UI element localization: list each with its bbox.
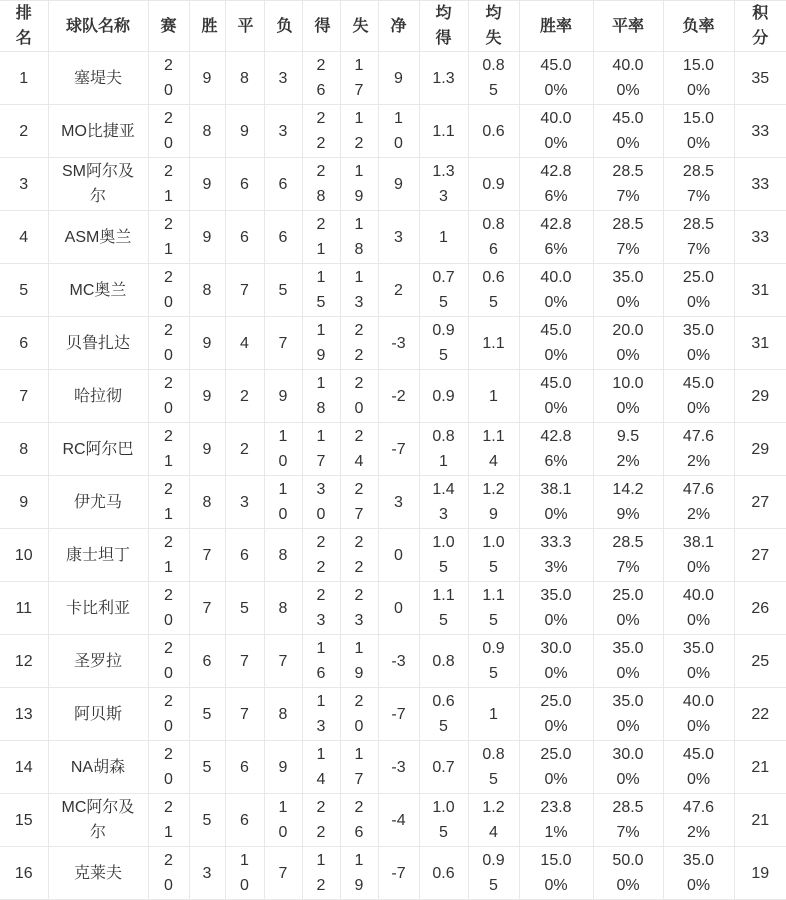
cell-rank: 13 bbox=[0, 688, 48, 741]
cell-won: 9 bbox=[189, 370, 225, 423]
cell-won: 3 bbox=[189, 847, 225, 900]
cell-avg_for: 1.33 bbox=[419, 158, 468, 211]
cell-lost: 6 bbox=[264, 211, 302, 264]
cell-goals_against: 13 bbox=[340, 264, 378, 317]
cell-played: 21 bbox=[148, 476, 189, 529]
cell-goals_against: 19 bbox=[340, 158, 378, 211]
cell-loss_rate: 38.10% bbox=[663, 529, 734, 582]
cell-goal_diff: -2 bbox=[378, 370, 419, 423]
cell-rank: 11 bbox=[0, 582, 48, 635]
column-header-drawn: 平 bbox=[225, 1, 264, 52]
cell-team: 伊尤马 bbox=[48, 476, 148, 529]
cell-goals_against: 26 bbox=[340, 794, 378, 847]
table-row bbox=[0, 423, 786, 476]
cell-points: 19 bbox=[734, 847, 786, 900]
cell-loss_rate: 47.62% bbox=[663, 476, 734, 529]
cell-points: 33 bbox=[734, 105, 786, 158]
cell-goal_diff: -3 bbox=[378, 635, 419, 688]
cell-avg_against: 0.95 bbox=[468, 847, 519, 900]
cell-goals_for: 12 bbox=[302, 847, 340, 900]
cell-lost: 8 bbox=[264, 582, 302, 635]
cell-avg_against: 1 bbox=[468, 370, 519, 423]
cell-drawn: 8 bbox=[225, 52, 264, 105]
cell-goal_diff: -7 bbox=[378, 688, 419, 741]
cell-goal_diff: 0 bbox=[378, 582, 419, 635]
cell-points: 27 bbox=[734, 529, 786, 582]
cell-goals_against: 12 bbox=[340, 105, 378, 158]
cell-win_rate: 35.00% bbox=[519, 582, 593, 635]
cell-lost: 7 bbox=[264, 317, 302, 370]
cell-won: 9 bbox=[189, 52, 225, 105]
cell-rank: 3 bbox=[0, 158, 48, 211]
cell-rank: 5 bbox=[0, 264, 48, 317]
cell-win_rate: 38.10% bbox=[519, 476, 593, 529]
cell-won: 9 bbox=[189, 211, 225, 264]
cell-played: 20 bbox=[148, 370, 189, 423]
cell-goal_diff: 0 bbox=[378, 529, 419, 582]
cell-won: 6 bbox=[189, 635, 225, 688]
cell-drawn: 2 bbox=[225, 370, 264, 423]
table-row bbox=[0, 794, 786, 847]
table-row bbox=[0, 52, 786, 105]
cell-points: 31 bbox=[734, 264, 786, 317]
cell-draw_rate: 28.57% bbox=[593, 794, 663, 847]
cell-avg_against: 0.86 bbox=[468, 211, 519, 264]
cell-win_rate: 25.00% bbox=[519, 741, 593, 794]
cell-loss_rate: 45.00% bbox=[663, 741, 734, 794]
column-header-team: 球队名称 bbox=[48, 1, 148, 52]
cell-won: 7 bbox=[189, 529, 225, 582]
cell-goal_diff: 9 bbox=[378, 52, 419, 105]
cell-goals_against: 19 bbox=[340, 635, 378, 688]
cell-draw_rate: 45.00% bbox=[593, 105, 663, 158]
cell-lost: 9 bbox=[264, 370, 302, 423]
cell-win_rate: 42.86% bbox=[519, 423, 593, 476]
cell-drawn: 7 bbox=[225, 635, 264, 688]
table-row bbox=[0, 688, 786, 741]
cell-goals_against: 20 bbox=[340, 688, 378, 741]
cell-lost: 7 bbox=[264, 847, 302, 900]
cell-lost: 5 bbox=[264, 264, 302, 317]
table-row bbox=[0, 370, 786, 423]
cell-played: 20 bbox=[148, 264, 189, 317]
cell-goal_diff: -3 bbox=[378, 317, 419, 370]
cell-loss_rate: 15.00% bbox=[663, 105, 734, 158]
cell-loss_rate: 28.57% bbox=[663, 158, 734, 211]
cell-goals_against: 22 bbox=[340, 529, 378, 582]
cell-lost: 10 bbox=[264, 423, 302, 476]
cell-loss_rate: 40.00% bbox=[663, 582, 734, 635]
cell-points: 21 bbox=[734, 794, 786, 847]
cell-avg_against: 1 bbox=[468, 688, 519, 741]
cell-avg_for: 1.15 bbox=[419, 582, 468, 635]
cell-drawn: 4 bbox=[225, 317, 264, 370]
cell-played: 21 bbox=[148, 529, 189, 582]
cell-drawn: 10 bbox=[225, 847, 264, 900]
cell-won: 8 bbox=[189, 105, 225, 158]
cell-avg_against: 0.9 bbox=[468, 158, 519, 211]
cell-draw_rate: 28.57% bbox=[593, 158, 663, 211]
cell-points: 29 bbox=[734, 423, 786, 476]
cell-avg_against: 1.05 bbox=[468, 529, 519, 582]
cell-team: 卡比利亚 bbox=[48, 582, 148, 635]
cell-played: 21 bbox=[148, 158, 189, 211]
cell-goals_for: 22 bbox=[302, 105, 340, 158]
cell-avg_against: 1.14 bbox=[468, 423, 519, 476]
table-row bbox=[0, 847, 786, 900]
cell-draw_rate: 40.00% bbox=[593, 52, 663, 105]
cell-goals_against: 20 bbox=[340, 370, 378, 423]
cell-points: 35 bbox=[734, 52, 786, 105]
cell-rank: 15 bbox=[0, 794, 48, 847]
cell-points: 21 bbox=[734, 741, 786, 794]
cell-goal_diff: -3 bbox=[378, 741, 419, 794]
cell-avg_against: 1.15 bbox=[468, 582, 519, 635]
cell-avg_for: 1.05 bbox=[419, 794, 468, 847]
cell-avg_for: 1.3 bbox=[419, 52, 468, 105]
cell-lost: 3 bbox=[264, 52, 302, 105]
cell-rank: 2 bbox=[0, 105, 48, 158]
cell-win_rate: 42.86% bbox=[519, 158, 593, 211]
cell-win_rate: 45.00% bbox=[519, 370, 593, 423]
cell-rank: 10 bbox=[0, 529, 48, 582]
cell-goals_against: 17 bbox=[340, 741, 378, 794]
cell-win_rate: 25.00% bbox=[519, 688, 593, 741]
cell-avg_for: 0.7 bbox=[419, 741, 468, 794]
cell-goals_for: 30 bbox=[302, 476, 340, 529]
cell-goals_against: 24 bbox=[340, 423, 378, 476]
cell-points: 22 bbox=[734, 688, 786, 741]
cell-avg_for: 0.6 bbox=[419, 847, 468, 900]
cell-avg_for: 0.65 bbox=[419, 688, 468, 741]
cell-rank: 6 bbox=[0, 317, 48, 370]
cell-drawn: 7 bbox=[225, 688, 264, 741]
cell-draw_rate: 35.00% bbox=[593, 688, 663, 741]
cell-draw_rate: 35.00% bbox=[593, 264, 663, 317]
cell-points: 26 bbox=[734, 582, 786, 635]
cell-rank: 14 bbox=[0, 741, 48, 794]
cell-drawn: 6 bbox=[225, 529, 264, 582]
cell-won: 9 bbox=[189, 423, 225, 476]
cell-team: SM阿尔及尔 bbox=[48, 158, 148, 211]
column-header-points: 积分 bbox=[734, 1, 786, 52]
cell-goals_for: 28 bbox=[302, 158, 340, 211]
cell-won: 8 bbox=[189, 264, 225, 317]
cell-goals_against: 22 bbox=[340, 317, 378, 370]
cell-rank: 7 bbox=[0, 370, 48, 423]
cell-lost: 8 bbox=[264, 529, 302, 582]
table-row bbox=[0, 158, 786, 211]
cell-avg_against: 1.1 bbox=[468, 317, 519, 370]
cell-played: 20 bbox=[148, 635, 189, 688]
cell-won: 7 bbox=[189, 582, 225, 635]
column-header-avg_against: 均失 bbox=[468, 1, 519, 52]
cell-played: 20 bbox=[148, 105, 189, 158]
cell-rank: 16 bbox=[0, 847, 48, 900]
cell-goals_for: 22 bbox=[302, 529, 340, 582]
cell-drawn: 6 bbox=[225, 741, 264, 794]
cell-won: 9 bbox=[189, 158, 225, 211]
cell-goal_diff: -7 bbox=[378, 847, 419, 900]
cell-team: MC奥兰 bbox=[48, 264, 148, 317]
cell-win_rate: 42.86% bbox=[519, 211, 593, 264]
table-row bbox=[0, 317, 786, 370]
cell-goals_for: 19 bbox=[302, 317, 340, 370]
cell-goals_against: 19 bbox=[340, 847, 378, 900]
cell-loss_rate: 25.00% bbox=[663, 264, 734, 317]
column-header-goal_diff: 净 bbox=[378, 1, 419, 52]
cell-played: 20 bbox=[148, 741, 189, 794]
column-header-lost: 负 bbox=[264, 1, 302, 52]
table-row bbox=[0, 582, 786, 635]
cell-drawn: 3 bbox=[225, 476, 264, 529]
column-header-played: 赛 bbox=[148, 1, 189, 52]
cell-team: NA胡森 bbox=[48, 741, 148, 794]
table-row bbox=[0, 635, 786, 688]
cell-goals_for: 21 bbox=[302, 211, 340, 264]
cell-avg_against: 1.24 bbox=[468, 794, 519, 847]
cell-win_rate: 40.00% bbox=[519, 264, 593, 317]
cell-played: 21 bbox=[148, 423, 189, 476]
cell-draw_rate: 14.29% bbox=[593, 476, 663, 529]
cell-draw_rate: 9.52% bbox=[593, 423, 663, 476]
cell-drawn: 6 bbox=[225, 794, 264, 847]
cell-loss_rate: 35.00% bbox=[663, 847, 734, 900]
cell-avg_for: 0.95 bbox=[419, 317, 468, 370]
cell-points: 25 bbox=[734, 635, 786, 688]
cell-goal_diff: 3 bbox=[378, 476, 419, 529]
cell-win_rate: 23.81% bbox=[519, 794, 593, 847]
cell-points: 33 bbox=[734, 158, 786, 211]
cell-goal_diff: 3 bbox=[378, 211, 419, 264]
cell-goals_against: 18 bbox=[340, 211, 378, 264]
cell-team: 贝鲁扎达 bbox=[48, 317, 148, 370]
cell-avg_for: 1 bbox=[419, 211, 468, 264]
cell-draw_rate: 28.57% bbox=[593, 529, 663, 582]
cell-lost: 7 bbox=[264, 635, 302, 688]
cell-win_rate: 40.00% bbox=[519, 105, 593, 158]
cell-draw_rate: 10.00% bbox=[593, 370, 663, 423]
cell-drawn: 9 bbox=[225, 105, 264, 158]
cell-goals_against: 27 bbox=[340, 476, 378, 529]
cell-drawn: 6 bbox=[225, 211, 264, 264]
cell-goals_for: 26 bbox=[302, 52, 340, 105]
cell-win_rate: 45.00% bbox=[519, 52, 593, 105]
cell-avg_for: 0.9 bbox=[419, 370, 468, 423]
cell-team: ASM奥兰 bbox=[48, 211, 148, 264]
cell-goal_diff: 2 bbox=[378, 264, 419, 317]
column-header-draw_rate: 平率 bbox=[593, 1, 663, 52]
cell-drawn: 2 bbox=[225, 423, 264, 476]
cell-avg_for: 1.43 bbox=[419, 476, 468, 529]
cell-loss_rate: 15.00% bbox=[663, 52, 734, 105]
cell-loss_rate: 45.00% bbox=[663, 370, 734, 423]
table-head bbox=[0, 1, 786, 52]
column-header-goals_against: 失 bbox=[340, 1, 378, 52]
cell-avg_for: 1.05 bbox=[419, 529, 468, 582]
cell-played: 20 bbox=[148, 582, 189, 635]
cell-won: 5 bbox=[189, 688, 225, 741]
cell-draw_rate: 20.00% bbox=[593, 317, 663, 370]
cell-played: 20 bbox=[148, 52, 189, 105]
cell-rank: 1 bbox=[0, 52, 48, 105]
cell-avg_against: 0.85 bbox=[468, 741, 519, 794]
cell-team: 圣罗拉 bbox=[48, 635, 148, 688]
cell-draw_rate: 50.00% bbox=[593, 847, 663, 900]
cell-win_rate: 15.00% bbox=[519, 847, 593, 900]
cell-avg_for: 0.81 bbox=[419, 423, 468, 476]
cell-rank: 8 bbox=[0, 423, 48, 476]
cell-played: 20 bbox=[148, 688, 189, 741]
cell-team: 康士坦丁 bbox=[48, 529, 148, 582]
table-body bbox=[0, 52, 786, 900]
table-row bbox=[0, 211, 786, 264]
cell-win_rate: 33.33% bbox=[519, 529, 593, 582]
cell-team: MO比捷亚 bbox=[48, 105, 148, 158]
cell-goals_for: 23 bbox=[302, 582, 340, 635]
table-row bbox=[0, 264, 786, 317]
cell-lost: 8 bbox=[264, 688, 302, 741]
cell-team: 哈拉彻 bbox=[48, 370, 148, 423]
cell-drawn: 7 bbox=[225, 264, 264, 317]
cell-avg_against: 0.85 bbox=[468, 52, 519, 105]
cell-lost: 6 bbox=[264, 158, 302, 211]
cell-draw_rate: 30.00% bbox=[593, 741, 663, 794]
cell-avg_against: 0.65 bbox=[468, 264, 519, 317]
cell-lost: 10 bbox=[264, 476, 302, 529]
column-header-rank: 排名 bbox=[0, 1, 48, 52]
cell-goal_diff: 10 bbox=[378, 105, 419, 158]
column-header-goals_for: 得 bbox=[302, 1, 340, 52]
cell-loss_rate: 35.00% bbox=[663, 317, 734, 370]
cell-lost: 9 bbox=[264, 741, 302, 794]
cell-won: 9 bbox=[189, 317, 225, 370]
cell-win_rate: 45.00% bbox=[519, 317, 593, 370]
cell-rank: 12 bbox=[0, 635, 48, 688]
cell-team: MC阿尔及尔 bbox=[48, 794, 148, 847]
cell-team: 克莱夫 bbox=[48, 847, 148, 900]
cell-avg_against: 0.95 bbox=[468, 635, 519, 688]
cell-rank: 9 bbox=[0, 476, 48, 529]
cell-goals_for: 14 bbox=[302, 741, 340, 794]
cell-goals_for: 15 bbox=[302, 264, 340, 317]
cell-loss_rate: 47.62% bbox=[663, 794, 734, 847]
cell-drawn: 6 bbox=[225, 158, 264, 211]
cell-points: 33 bbox=[734, 211, 786, 264]
cell-goals_for: 16 bbox=[302, 635, 340, 688]
cell-avg_for: 1.1 bbox=[419, 105, 468, 158]
cell-goals_for: 13 bbox=[302, 688, 340, 741]
table-row bbox=[0, 529, 786, 582]
column-header-win_rate: 胜率 bbox=[519, 1, 593, 52]
column-header-won: 胜 bbox=[189, 1, 225, 52]
cell-points: 27 bbox=[734, 476, 786, 529]
cell-avg_for: 0.8 bbox=[419, 635, 468, 688]
cell-team: RC阿尔巴 bbox=[48, 423, 148, 476]
cell-played: 21 bbox=[148, 211, 189, 264]
cell-lost: 10 bbox=[264, 794, 302, 847]
cell-goal_diff: -7 bbox=[378, 423, 419, 476]
cell-goals_for: 22 bbox=[302, 794, 340, 847]
cell-loss_rate: 28.57% bbox=[663, 211, 734, 264]
cell-loss_rate: 35.00% bbox=[663, 635, 734, 688]
cell-draw_rate: 25.00% bbox=[593, 582, 663, 635]
cell-team: 阿贝斯 bbox=[48, 688, 148, 741]
column-header-avg_for: 均得 bbox=[419, 1, 468, 52]
cell-played: 20 bbox=[148, 847, 189, 900]
cell-avg_against: 1.29 bbox=[468, 476, 519, 529]
cell-goals_against: 23 bbox=[340, 582, 378, 635]
cell-loss_rate: 40.00% bbox=[663, 688, 734, 741]
table-row bbox=[0, 741, 786, 794]
cell-rank: 4 bbox=[0, 211, 48, 264]
cell-avg_for: 0.75 bbox=[419, 264, 468, 317]
cell-loss_rate: 47.62% bbox=[663, 423, 734, 476]
cell-draw_rate: 28.57% bbox=[593, 211, 663, 264]
cell-points: 29 bbox=[734, 370, 786, 423]
cell-lost: 3 bbox=[264, 105, 302, 158]
cell-played: 21 bbox=[148, 794, 189, 847]
cell-won: 5 bbox=[189, 741, 225, 794]
cell-goals_for: 18 bbox=[302, 370, 340, 423]
table-row bbox=[0, 105, 786, 158]
cell-goals_for: 17 bbox=[302, 423, 340, 476]
cell-avg_against: 0.6 bbox=[468, 105, 519, 158]
table-row bbox=[0, 476, 786, 529]
cell-draw_rate: 35.00% bbox=[593, 635, 663, 688]
cell-drawn: 5 bbox=[225, 582, 264, 635]
cell-win_rate: 30.00% bbox=[519, 635, 593, 688]
cell-goal_diff: -4 bbox=[378, 794, 419, 847]
column-header-loss_rate: 负率 bbox=[663, 1, 734, 52]
cell-won: 8 bbox=[189, 476, 225, 529]
cell-won: 5 bbox=[189, 794, 225, 847]
cell-team: 塞堤夫 bbox=[48, 52, 148, 105]
cell-points: 31 bbox=[734, 317, 786, 370]
cell-goal_diff: 9 bbox=[378, 158, 419, 211]
cell-goals_against: 17 bbox=[340, 52, 378, 105]
cell-played: 20 bbox=[148, 317, 189, 370]
table-header-row bbox=[0, 1, 786, 52]
